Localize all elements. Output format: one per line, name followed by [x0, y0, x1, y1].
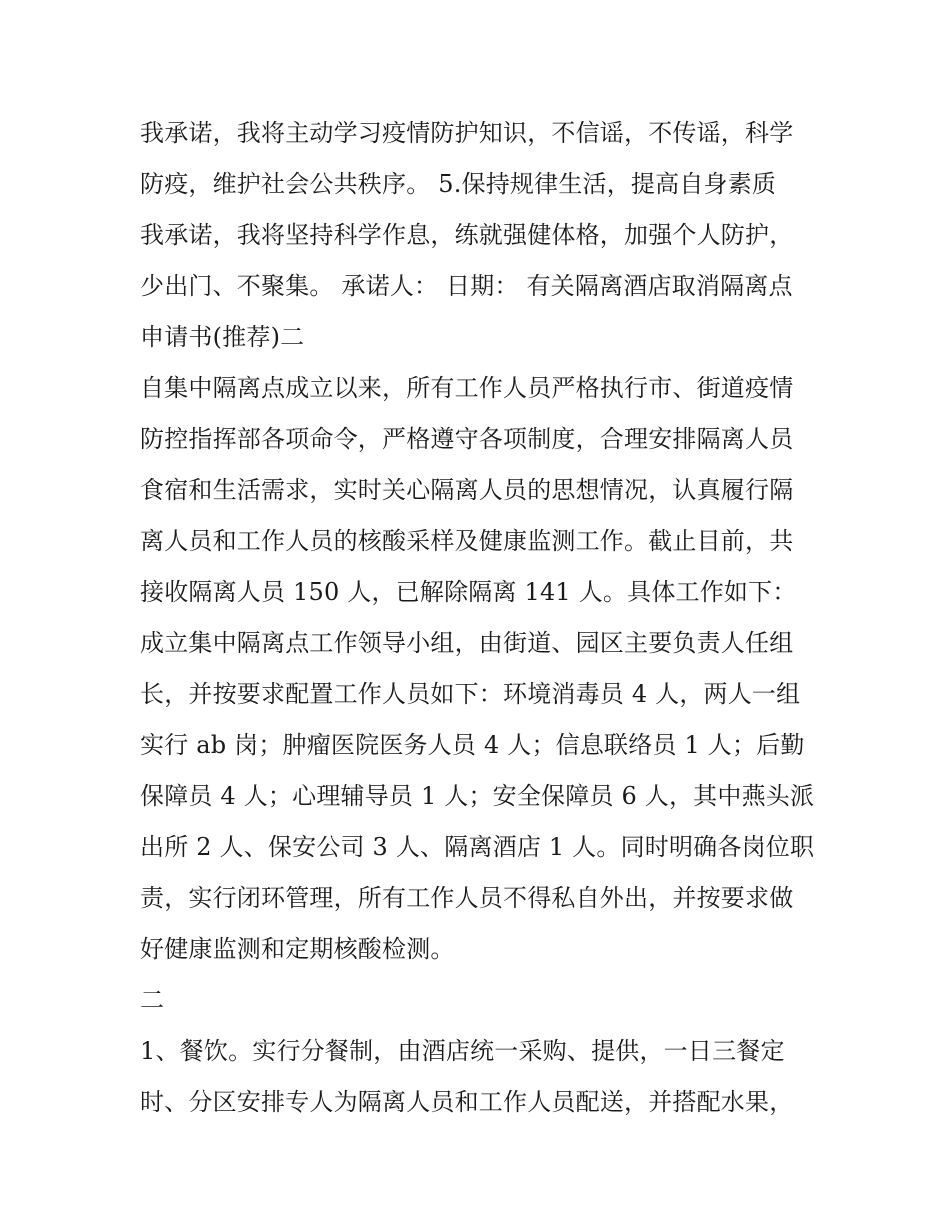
text-line: 防控指挥部各项命令，严格遵守各项制度，合理安排隔离人员 — [140, 425, 794, 453]
text-line: 成立集中隔离点工作领导小组，由街道、园区主要负责人任组 — [140, 629, 794, 657]
text-line: 长，并按要求配置工作人员如下：环境消毒员 4 人，两人一组 — [140, 680, 801, 708]
text-line: 好健康监测和定期核酸检测。 — [140, 935, 455, 963]
text-line: 出所 2 人、保安公司 3 人、隔离酒店 1 人。同时明确各岗位职 — [140, 833, 815, 861]
text-line: 食宿和生活需求，实时关心隔离人员的思想情况，认真履行隔 — [140, 476, 794, 504]
section-heading: 申请书(推荐)二 — [140, 323, 305, 351]
document-body — [140, 108, 820, 1128]
text-line: 我承诺，我将坚持科学作息，练就强健体格，加强个人防护， — [140, 221, 794, 249]
text-line: 离人员和工作人员的核酸采样及健康监测工作。截止目前，共 — [140, 527, 794, 555]
text-line: 接收隔离人员 150 人，已解除隔离 141 人。具体工作如下： — [140, 578, 797, 606]
text-line: 实行 ab 岗；肿瘤医院医务人员 4 人；信息联络员 1 人；后勤 — [140, 731, 805, 759]
text-line: 少出门、不聚集。 承诺人： 日期： 有关隔离酒店取消隔离点 — [140, 272, 793, 300]
section-number: 二 — [140, 986, 165, 1014]
text-line: 自集中隔离点成立以来，所有工作人员严格执行市、街道疫情 — [140, 374, 794, 402]
text-line: 防疫，维护社会公共秩序。 5.保持规律生活，提高自身素质 — [140, 170, 777, 198]
text-line: 责，实行闭环管理，所有工作人员不得私自外出，并按要求做 — [140, 884, 794, 912]
text-line: 时、分区安排专人为隔离人员和工作人员配送，并搭配水果， — [140, 1088, 794, 1116]
text-line: 1、餐饮。实行分餐制，由酒店统一采购、提供，一日三餐定 — [140, 1037, 785, 1065]
text-line: 保障员 4 人；心理辅导员 1 人；安全保障员 6 人，其中燕头派 — [140, 782, 815, 810]
text-line: 我承诺，我将主动学习疫情防护知识，不信谣，不传谣，科学 — [140, 119, 794, 147]
